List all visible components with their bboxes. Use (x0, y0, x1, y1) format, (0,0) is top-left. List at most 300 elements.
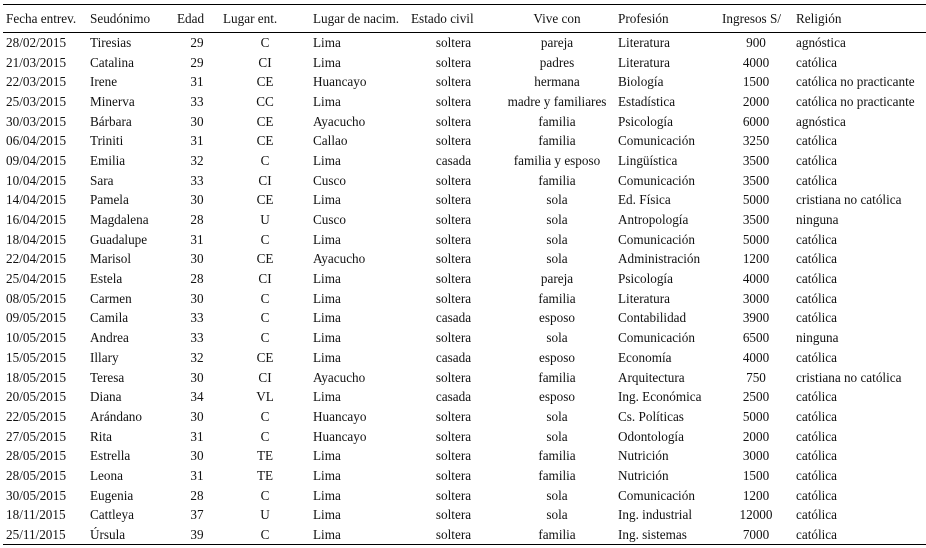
cell-vive-con: familia (538, 172, 576, 188)
cell-lugar-nac: Lima (313, 231, 341, 247)
cell-religion: católica (796, 152, 837, 168)
cell-profesion: Comunicación (618, 172, 695, 188)
cell-religion: católica (796, 133, 837, 149)
cell-lugar-ent: CE (256, 113, 274, 129)
cell-ingresos: 1200 (742, 251, 770, 267)
cell-edad: 31 (190, 467, 204, 483)
cell-fecha: 22/04/2015 (6, 251, 67, 267)
cell-lugar-nac: Cusco (313, 172, 346, 188)
cell-seudonimo: Emilia (90, 152, 126, 168)
cell-lugar-ent: CI (258, 369, 272, 385)
cell-lugar-ent: CI (258, 172, 272, 188)
cell-religion: católica (796, 290, 837, 306)
cell-religion: católica (796, 231, 837, 247)
cell-estado-civil: soltera (435, 212, 472, 228)
cell-lugar-nac: Callao (313, 133, 348, 149)
cell-ingresos: 2000 (742, 428, 770, 444)
cell-seudonimo: Arándano (90, 408, 142, 424)
cell-seudonimo: Cattleya (90, 507, 134, 523)
cell-ingresos: 6000 (742, 113, 770, 129)
cell-lugar-ent: TE (256, 448, 274, 464)
cell-profesion: Ed. Física (618, 192, 671, 208)
cell-profesion: Literatura (618, 290, 670, 306)
cell-lugar-nac: Lima (313, 330, 341, 346)
cell-estado-civil: casada (435, 152, 472, 168)
table-row (3, 210, 926, 230)
cell-lugar-nac: Ayacucho (313, 369, 366, 385)
cell-vive-con: sola (546, 212, 568, 228)
cell-vive-con: madre y familiares (507, 93, 607, 109)
cell-profesion: Ing. Económica (618, 389, 702, 405)
cell-vive-con: familia (538, 133, 576, 149)
cell-estado-civil: soltera (435, 54, 472, 70)
cell-edad: 33 (190, 93, 204, 109)
cell-profesion: Contabilidad (618, 310, 687, 326)
cell-profesion: Comunicación (618, 330, 695, 346)
cell-lugar-ent: C (260, 487, 270, 503)
cell-estado-civil: soltera (435, 251, 472, 267)
cell-profesion: Comunicación (618, 133, 695, 149)
cell-estado-civil: soltera (435, 487, 472, 503)
cell-religion: agnóstica (796, 35, 846, 51)
cell-estado-civil: soltera (435, 369, 472, 385)
cell-ingresos: 1500 (742, 467, 770, 483)
cell-edad: 28 (190, 212, 204, 228)
cell-religion: católica (796, 271, 837, 287)
cell-fecha: 25/04/2015 (6, 271, 67, 287)
cell-lugar-ent: C (260, 231, 270, 247)
cell-ingresos: 750 (746, 369, 766, 385)
cell-ingresos: 4000 (742, 271, 770, 287)
cell-vive-con: sola (546, 231, 568, 247)
cell-edad: 31 (190, 428, 204, 444)
cell-vive-con: esposo (539, 389, 575, 405)
cell-seudonimo: Guadalupe (90, 231, 148, 247)
cell-lugar-nac: Lima (313, 310, 341, 326)
header-fecha: Fecha entrev. (3, 5, 87, 33)
table-row (3, 229, 926, 249)
table-body (3, 33, 926, 545)
cell-ingresos: 6500 (742, 330, 770, 346)
cell-fecha: 06/04/2015 (6, 133, 67, 149)
cell-profesion: Ing. industrial (618, 507, 692, 523)
cell-fecha: 08/05/2015 (6, 290, 67, 306)
cell-lugar-nac: Lima (310, 525, 408, 545)
cell-vive-con: sola (546, 330, 568, 346)
cell-edad: 39 (174, 525, 220, 545)
cell-edad: 30 (190, 408, 204, 424)
cell-seudonimo: Leona (90, 467, 123, 483)
data-table-container (3, 4, 915, 545)
cell-seudonimo: Irene (90, 74, 118, 90)
cell-lugar-ent: TE (256, 467, 274, 483)
cell-seudonimo: Sara (90, 172, 114, 188)
cell-lugar-ent: VL (256, 389, 274, 405)
cell-vive-con: padres (539, 54, 575, 70)
cell-vive-con: sola (546, 192, 568, 208)
header-edad: Edad (174, 5, 220, 33)
cell-lugar-nac: Ayacucho (313, 251, 366, 267)
table-row (3, 525, 926, 545)
cell-seudonimo: Estrella (90, 448, 131, 464)
table-row (3, 426, 926, 446)
cell-vive-con: pareja (540, 271, 574, 287)
cell-lugar-ent: CI (258, 54, 272, 70)
cell-fecha: 10/05/2015 (6, 330, 67, 346)
cell-lugar-nac: Lima (313, 448, 341, 464)
table-row (3, 151, 926, 171)
cell-fecha: 22/03/2015 (6, 74, 67, 90)
cell-edad: 30 (190, 369, 204, 385)
cell-edad: 28 (190, 271, 204, 287)
cell-lugar-ent: U (260, 507, 270, 523)
cell-estado-civil: soltera (435, 448, 472, 464)
cell-ingresos: 5000 (742, 192, 770, 208)
cell-estado-civil: soltera (435, 467, 472, 483)
table-row (3, 269, 926, 289)
cell-profesion: Nutrición (618, 467, 669, 483)
table-row (3, 131, 926, 151)
cell-profesion: Psicología (618, 113, 673, 129)
cell-religion: católica (796, 54, 837, 70)
cell-seudonimo: Eugenia (90, 487, 134, 503)
cell-fecha: 14/04/2015 (6, 192, 67, 208)
cell-estado-civil: soltera (435, 113, 472, 129)
table-row (3, 348, 926, 368)
cell-ingresos: 3500 (742, 152, 770, 168)
cell-vive-con: esposo (539, 349, 575, 365)
header-lugar-ent: Lugar ent. (220, 5, 310, 33)
table-row (3, 505, 926, 525)
cell-fecha: 28/05/2015 (6, 467, 67, 483)
cell-seudonimo: Diana (90, 389, 122, 405)
cell-edad: 32 (190, 152, 204, 168)
cell-vive-con: hermana (534, 74, 580, 90)
cell-edad: 33 (190, 330, 204, 346)
cell-estado-civil: soltera (435, 74, 472, 90)
header-lugar-nac: Lugar de nacim. (310, 5, 408, 33)
cell-lugar-nac: Lima (313, 467, 341, 483)
cell-lugar-ent: CE (256, 349, 274, 365)
table-row (3, 111, 926, 131)
cell-ingresos: 3000 (742, 290, 770, 306)
cell-profesion: Biología (618, 74, 664, 90)
cell-estado-civil: casada (435, 389, 472, 405)
cell-fecha: 28/05/2015 (6, 448, 67, 464)
cell-fecha: 16/04/2015 (6, 212, 67, 228)
header-vive-con: Vive con (499, 5, 615, 33)
cell-profesion: Psicología (618, 271, 673, 287)
cell-seudonimo: Catalina (90, 54, 134, 70)
cell-profesion: Lingüística (618, 152, 678, 168)
table-row (3, 485, 926, 505)
cell-seudonimo: Magdalena (90, 212, 149, 228)
cell-estado-civil: casada (435, 310, 472, 326)
cell-religion: ninguna (796, 212, 839, 228)
cell-lugar-nac: Lima (313, 35, 341, 51)
cell-edad: 29 (190, 54, 204, 70)
cell-religion: agnóstica (796, 113, 846, 129)
cell-fecha: 15/05/2015 (6, 349, 67, 365)
cell-lugar-nac: Lima (313, 389, 341, 405)
cell-vive-con: familia (538, 290, 576, 306)
header-row (3, 5, 926, 33)
cell-religion: católica (796, 467, 837, 483)
cell-lugar-nac: Lima (313, 507, 341, 523)
cell-profesion: Odontología (618, 428, 684, 444)
cell-seudonimo: Pamela (90, 192, 129, 208)
cell-vive-con: esposo (539, 310, 575, 326)
cell-religion: católica (796, 389, 837, 405)
cell-seudonimo: Marisol (90, 251, 132, 267)
cell-ingresos: 900 (746, 35, 766, 51)
cell-profesion: Nutrición (618, 448, 669, 464)
cell-religion: católica (796, 448, 837, 464)
header-seudonimo: Seudónimo (87, 5, 174, 33)
cell-vive-con: familia (538, 113, 576, 129)
cell-religion: católica (793, 525, 926, 545)
cell-fecha: 22/05/2015 (6, 408, 67, 424)
cell-profesion: Cs. Políticas (618, 408, 684, 424)
cell-profesion: Literatura (618, 54, 670, 70)
cell-edad: 31 (190, 74, 204, 90)
cell-vive-con: familia (538, 369, 576, 385)
cell-edad: 37 (190, 507, 204, 523)
cell-religion: católica (796, 349, 837, 365)
cell-seudonimo: Úrsula (87, 525, 174, 545)
cell-edad: 28 (190, 487, 204, 503)
cell-seudonimo: Andrea (90, 330, 129, 346)
cell-ingresos: 4000 (742, 349, 770, 365)
cell-edad: 30 (190, 113, 204, 129)
cell-ingresos: 3250 (742, 133, 770, 149)
cell-seudonimo: Tiresias (90, 35, 132, 51)
cell-edad: 30 (190, 448, 204, 464)
cell-estado-civil: soltera (435, 93, 472, 109)
cell-ingresos: 3500 (742, 212, 770, 228)
cell-ingresos: 3000 (742, 448, 770, 464)
cell-lugar-ent: C (260, 310, 270, 326)
cell-religion: católica (796, 487, 837, 503)
cell-lugar-nac: Lima (313, 192, 341, 208)
cell-seudonimo: Estela (90, 271, 123, 287)
cell-lugar-ent: CC (256, 93, 274, 109)
cell-lugar-nac: Cusco (313, 212, 346, 228)
cell-profesion: Comunicación (618, 487, 695, 503)
cell-fecha: 21/03/2015 (6, 54, 67, 70)
cell-fecha: 25/03/2015 (6, 93, 67, 109)
cell-ingresos: 7000 (719, 525, 793, 545)
cell-lugar-ent: C (260, 408, 270, 424)
cell-fecha: 20/05/2015 (6, 389, 67, 405)
cell-seudonimo: Minerva (90, 93, 135, 109)
cell-seudonimo: Camila (90, 310, 129, 326)
table-row (3, 446, 926, 466)
cell-profesion: Literatura (618, 35, 670, 51)
cell-vive-con: familia (538, 448, 576, 464)
cell-edad: 32 (190, 349, 204, 365)
cell-ingresos: 3900 (742, 310, 770, 326)
cell-estado-civil: soltera (435, 231, 472, 247)
cell-lugar-ent: CI (258, 271, 272, 287)
cell-profesion: Administración (618, 251, 701, 267)
cell-ingresos: 5000 (742, 408, 770, 424)
cell-estado-civil: soltera (435, 271, 472, 287)
cell-lugar-ent: C (220, 525, 310, 545)
cell-seudonimo: Bárbara (90, 113, 132, 129)
cell-religion: católica (796, 172, 837, 188)
cell-vive-con: sola (546, 408, 568, 424)
cell-fecha: 18/11/2015 (6, 507, 66, 523)
cell-edad: 33 (190, 310, 204, 326)
cell-vive-con: pareja (540, 35, 574, 51)
cell-estado-civil: soltera (435, 290, 472, 306)
cell-edad: 29 (190, 35, 204, 51)
table-row (3, 308, 926, 328)
cell-lugar-nac: Huancayo (313, 408, 367, 424)
cell-religion: cristiana no católica (796, 192, 902, 208)
cell-lugar-nac: Lima (313, 93, 341, 109)
header-estado-civil: Estado civil (408, 5, 499, 33)
cell-fecha: 28/02/2015 (6, 35, 67, 51)
cell-lugar-ent: CE (256, 251, 274, 267)
cell-profesion: Ing. sistemas (615, 525, 719, 545)
cell-estado-civil: casada (435, 349, 472, 365)
cell-seudonimo: Triniti (90, 133, 124, 149)
cell-profesion: Estadística (618, 93, 676, 109)
cell-estado-civil: soltera (435, 133, 472, 149)
cell-fecha: 18/05/2015 (6, 369, 67, 385)
table-row (3, 367, 926, 387)
cell-seudonimo: Carmen (90, 290, 132, 306)
cell-lugar-ent: C (260, 428, 270, 444)
cell-religion: católica (796, 428, 837, 444)
cell-lugar-ent: CE (256, 133, 274, 149)
cell-lugar-ent: CE (256, 74, 274, 90)
cell-ingresos: 1200 (742, 487, 770, 503)
header-ingresos: Ingresos S/ (719, 5, 793, 33)
cell-profesion: Comunicación (618, 231, 695, 247)
cell-religion: católica (796, 408, 837, 424)
cell-edad: 31 (190, 133, 204, 149)
cell-vive-con: familia y esposo (513, 152, 601, 168)
cell-ingresos: 2000 (742, 93, 770, 109)
cell-lugar-nac: Ayacucho (313, 113, 366, 129)
cell-ingresos: 2500 (742, 389, 770, 405)
cell-fecha: 09/04/2015 (6, 152, 67, 168)
cell-lugar-nac: Lima (313, 487, 341, 503)
cell-vive-con: familia (538, 467, 576, 483)
cell-edad: 31 (190, 231, 204, 247)
table-row (3, 407, 926, 427)
table-row (3, 92, 926, 112)
cell-estado-civil: soltera (435, 192, 472, 208)
cell-religion: cristiana no católica (796, 369, 902, 385)
header-profesion: Profesión (615, 5, 719, 33)
cell-religion: católica (796, 251, 837, 267)
cell-fecha: 09/05/2015 (6, 310, 67, 326)
table-row (3, 288, 926, 308)
cell-lugar-ent: CE (256, 192, 274, 208)
cell-lugar-ent: U (260, 212, 270, 228)
cell-fecha: 27/05/2015 (6, 428, 67, 444)
cell-estado-civil: soltera (435, 35, 472, 51)
cell-vive-con: sola (546, 487, 568, 503)
cell-seudonimo: Rita (90, 428, 112, 444)
cell-lugar-ent: C (260, 35, 270, 51)
cell-edad: 30 (190, 251, 204, 267)
cell-lugar-nac: Lima (313, 54, 341, 70)
cell-religion: católica no practicante (796, 74, 915, 90)
table-row (3, 52, 926, 72)
cell-ingresos: 12000 (739, 507, 773, 523)
cell-religion: ninguna (796, 330, 839, 346)
cell-lugar-ent: C (260, 330, 270, 346)
cell-ingresos: 3500 (742, 172, 770, 188)
cell-religion: católica no practicante (796, 93, 915, 109)
cell-edad: 34 (190, 389, 204, 405)
cell-estado-civil: soltera (435, 507, 472, 523)
cell-lugar-ent: C (260, 152, 270, 168)
table-row (3, 170, 926, 190)
cell-religion: católica (796, 507, 837, 523)
cell-lugar-ent: C (260, 290, 270, 306)
cell-estado-civil: soltera (435, 172, 472, 188)
table-row (3, 328, 926, 348)
cell-estado-civil: soltera (435, 428, 472, 444)
cell-fecha: 30/05/2015 (6, 487, 67, 503)
cell-vive-con: sola (546, 507, 568, 523)
cell-edad: 30 (190, 192, 204, 208)
participants-table (3, 4, 926, 545)
cell-profesion: Economía (618, 349, 672, 365)
cell-fecha: 30/03/2015 (6, 113, 67, 129)
cell-estado-civil: soltera (435, 408, 472, 424)
table-row (3, 72, 926, 92)
cell-seudonimo: Illary (90, 349, 119, 365)
cell-lugar-nac: Huancayo (313, 74, 367, 90)
cell-estado-civil: soltera (435, 330, 472, 346)
table-row (3, 466, 926, 486)
table-row (3, 249, 926, 269)
cell-estado-civil: soltera (408, 525, 499, 545)
cell-fecha: 25/11/2015 (3, 525, 87, 545)
cell-lugar-nac: Huancayo (313, 428, 367, 444)
cell-vive-con: familia (499, 525, 615, 545)
table-header (3, 5, 926, 33)
cell-lugar-nac: Lima (313, 152, 341, 168)
cell-ingresos: 4000 (742, 54, 770, 70)
cell-fecha: 18/04/2015 (6, 231, 67, 247)
cell-vive-con: sola (546, 428, 568, 444)
cell-edad: 30 (190, 290, 204, 306)
cell-ingresos: 1500 (742, 74, 770, 90)
table-row (3, 33, 926, 53)
cell-profesion: Antropología (618, 212, 689, 228)
cell-seudonimo: Teresa (90, 369, 125, 385)
cell-lugar-nac: Lima (313, 349, 341, 365)
cell-ingresos: 5000 (742, 231, 770, 247)
cell-edad: 33 (190, 172, 204, 188)
cell-fecha: 10/04/2015 (6, 172, 67, 188)
cell-lugar-nac: Lima (313, 290, 341, 306)
cell-profesion: Arquitectura (618, 369, 685, 385)
cell-religion: católica (796, 310, 837, 326)
cell-vive-con: sola (546, 251, 568, 267)
header-religion: Religión (793, 5, 926, 33)
table-row (3, 190, 926, 210)
table-row (3, 387, 926, 407)
